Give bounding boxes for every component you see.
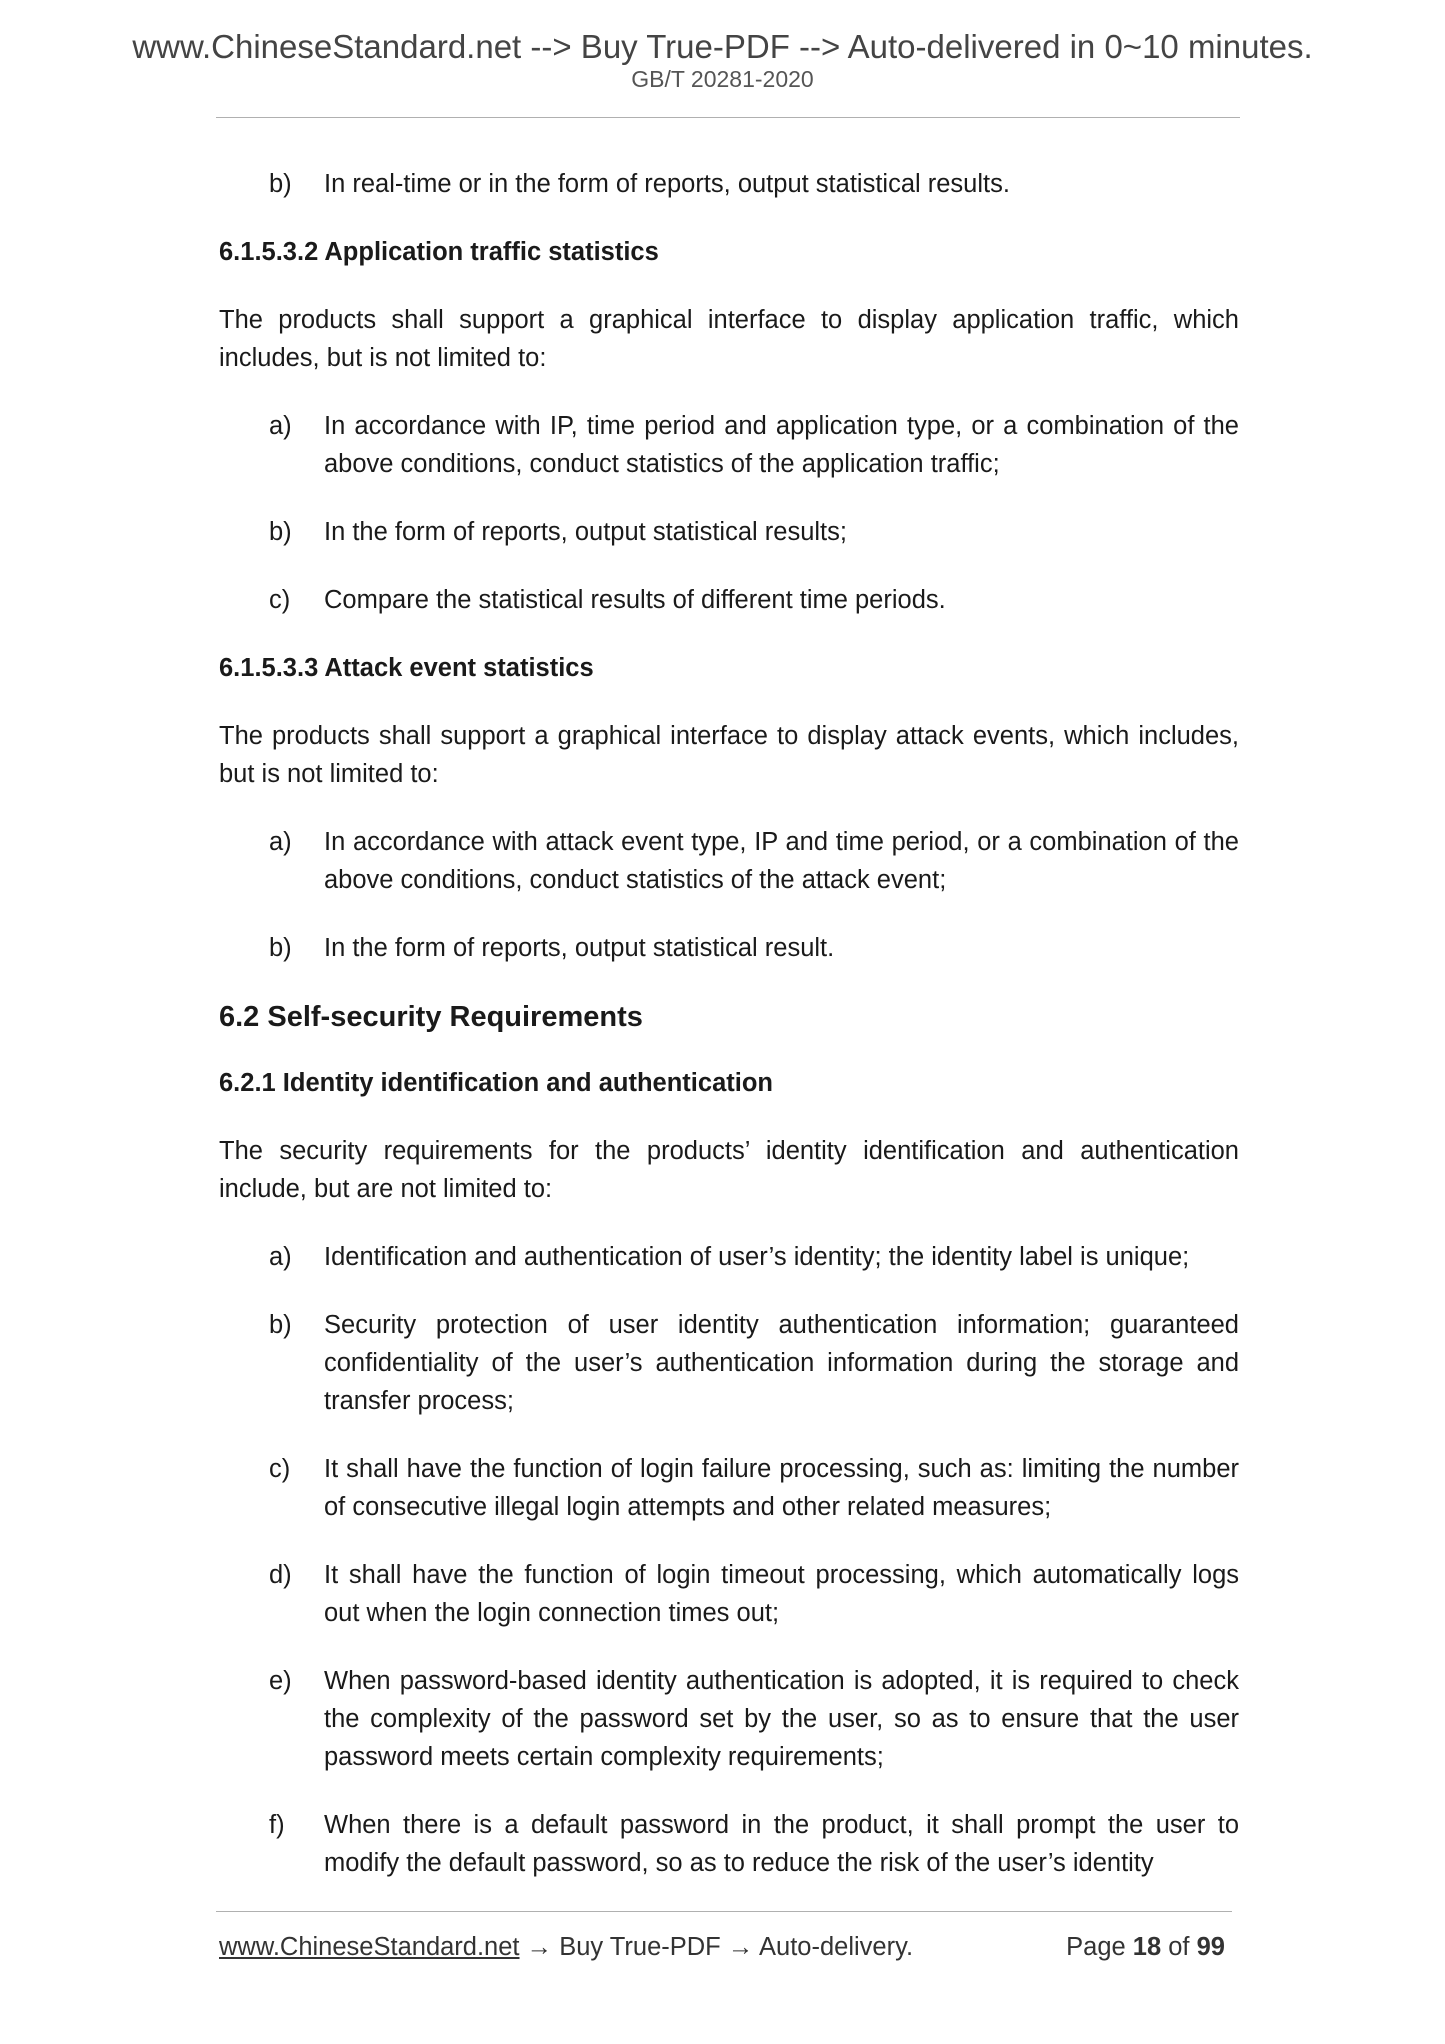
- footer-delivery-text: Auto-delivery.: [759, 1933, 914, 1961]
- list-marker: a): [269, 1243, 292, 1271]
- list-marker: b): [269, 1311, 292, 1339]
- footer-promo: [219, 1928, 913, 1966]
- page-indicator: [1066, 1928, 1225, 1966]
- document-body: [219, 165, 1239, 1912]
- list-marker: b): [269, 934, 292, 962]
- list-marker: a): [269, 412, 292, 440]
- list-item: [219, 823, 1239, 899]
- list-item-text: Identification and authentication of user’s identity; the identity label is unique;: [324, 1243, 1190, 1271]
- list-item: [219, 1806, 1239, 1882]
- list-item: [219, 513, 1239, 551]
- header-divider: [216, 117, 1240, 118]
- list-item-text: In accordance with attack event type, IP and time period, or a combination of the above conditions, conduct statistics of the attack event;: [324, 828, 1239, 894]
- total-pages: 99: [1196, 1933, 1225, 1961]
- site-banner: www.ChineseStandard.net --> Buy True-PDF --> Auto-delivered in 0~10 minutes.: [132, 28, 1313, 65]
- footer-divider: [216, 1911, 1232, 1912]
- arrow-right-icon: →: [526, 1933, 553, 1961]
- list-marker: f): [269, 1811, 285, 1839]
- list-item-text: When password-based identity authentication is adopted, it is required to check the complexity of the password set by the user, so as to ensure that the user password meets certain complexity requirements;: [324, 1667, 1239, 1771]
- list-marker: b): [269, 170, 292, 198]
- arrow-right-icon: →: [727, 1933, 754, 1961]
- section-heading-6-1-5-3-3: 6.1.5.3.3 Attack event statistics: [219, 654, 594, 682]
- section-heading-6-2-1: 6.2.1 Identity identification and authentication: [219, 1069, 773, 1097]
- list-item-text: In the form of reports, output statistical result.: [324, 934, 835, 962]
- list-item: [219, 165, 1239, 203]
- list-item-text: When there is a default password in the product, it shall prompt the user to modify the default password, so as to reduce the risk of the user’s identity: [324, 1811, 1239, 1877]
- section-intro: The security requirements for the products’ identity identification and authentication include, but are not limited to:: [219, 1137, 1239, 1203]
- section-heading-6-1-5-3-2: 6.1.5.3.2 Application traffic statistics: [219, 238, 659, 266]
- list-item-text: It shall have the function of login failure processing, such as: limiting the number of consecutive illegal login attempts and other related measures;: [324, 1455, 1239, 1521]
- list-item: [219, 581, 1239, 619]
- list-item-text: Compare the statistical results of different time periods.: [324, 586, 946, 614]
- section-intro: The products shall support a graphical interface to display attack events, which includes, but is not limited to:: [219, 722, 1239, 788]
- page-number: 18: [1132, 1933, 1162, 1961]
- of-label: of: [1168, 1933, 1190, 1961]
- list-item: [219, 929, 1239, 967]
- list-item: [219, 1238, 1239, 1276]
- list-marker: c): [269, 586, 291, 614]
- list-item: [219, 407, 1239, 483]
- list-item-text: Security protection of user identity authentication information; guaranteed confidentiality of the user’s authentication information during the storage and transfer process;: [324, 1311, 1239, 1415]
- list-item: [219, 1306, 1239, 1420]
- list-item: [219, 1556, 1239, 1632]
- footer-site-link[interactable]: www.ChineseStandard.net: [219, 1933, 520, 1961]
- list-item-text: It shall have the function of login timeout processing, which automatically logs out when the login connection times out;: [324, 1561, 1239, 1627]
- list-item: [219, 1450, 1239, 1526]
- list-item-text: In real-time or in the form of reports, output statistical results.: [324, 170, 1010, 198]
- section-heading-6-2: 6.2 Self-security Requirements: [219, 1001, 643, 1033]
- footer-buy-text: Buy True-PDF: [559, 1933, 721, 1961]
- list-marker: b): [269, 518, 292, 546]
- list-item-text: In the form of reports, output statistical results;: [324, 518, 847, 546]
- list-item: [219, 1662, 1239, 1776]
- list-marker: a): [269, 828, 292, 856]
- list-marker: e): [269, 1667, 292, 1695]
- section-intro: The products shall support a graphical interface to display application traffic, which includes, but is not limited to:: [219, 306, 1239, 372]
- list-marker: c): [269, 1455, 291, 1483]
- list-item-text: In accordance with IP, time period and application type, or a combination of the above conditions, conduct statistics of the application traffic;: [324, 412, 1239, 478]
- page-label: Page: [1066, 1933, 1126, 1961]
- list-marker: d): [269, 1561, 292, 1589]
- standard-code: GB/T 20281-2020: [631, 66, 814, 92]
